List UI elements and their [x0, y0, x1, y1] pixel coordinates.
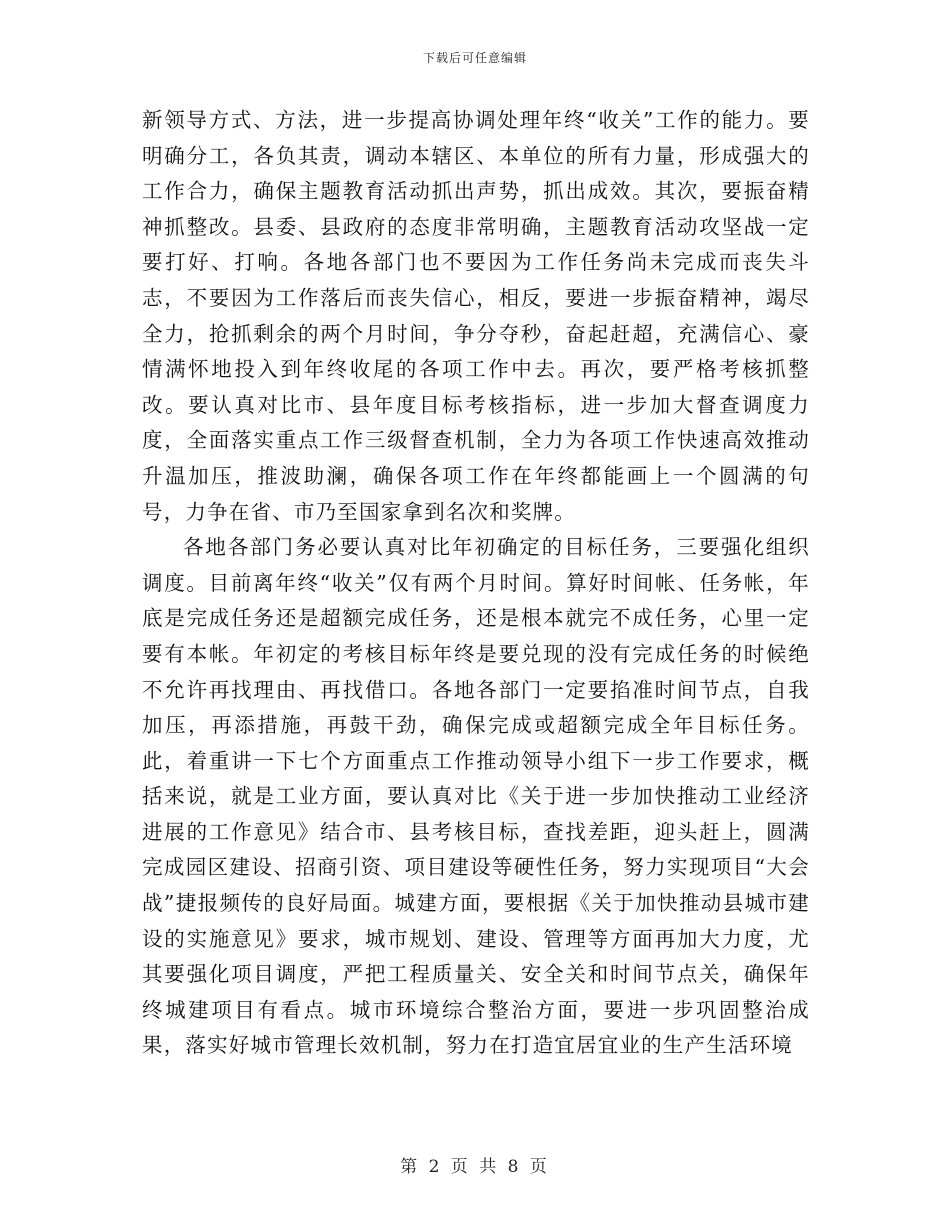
footer-suffix: 页 — [529, 1157, 550, 1177]
footer-middle: 页 共 — [450, 1157, 500, 1177]
page-header: 下载后可任意编辑 — [422, 51, 527, 65]
paragraph: 各地各部门务必要认真对比年初确定的目标任务，三要强化组织调度。目前离年终“收关”仅有两个月时间。算好时间帐、任务帐，年底是完成任务还是超额完成任务，还是根本就完不成任务，心里一定要有本帐。年初定的考核目标年终是要兑现的没有完成任务的时候绝不允许再找理由、再找借口。各地各部门一定要掐准时间节点，自我加压，再添措施，再鼓干劲，确保完成或超额完成全年目标任务。此，着重讲一下七个方面重点工作推动领导小组下一步工作要求，概括来说，就是工业方面，要认真对比《关于进一步加快推动工业经济进展的工作意见》结合市、县考核目标，查找差距，迎头赶上，圆满完成园区建设、招商引资、项目建设等硬性任务，努力实现项目“大会战”捷报频传的良好局面。城建方面，要根据《关于加快推动县城市建设的实施意见》要求，城市规划、建设、管理等方面再加大力度，尤其要强化项目调度，严把工程质量关、安全关和时间节点关，确保年终城建项目有看点。城市环境综合整治方面，要进一步巩固整治成果，落实好城市管理长效机制，努力在打造宜居宜业的生产生活环境 — [142, 535, 810, 1058]
footer-prefix: 第 — [400, 1157, 421, 1177]
document-body — [142, 103, 810, 1064]
paragraph-continuation: 新领导方式、方法，进一步提高协调处理年终“收关”工作的能力。要明确分工，各负其责，调动本辖区、本单位的所有力量，形成强大的工作合力，确保主题教育活动抓出声势，抓出成效。其次，要振奋精神抓整改。县委、县政府的态度非常明确，主题教育活动攻坚战一定要打好、打响。各地各部门也不要因为工作任务尚未完成而丧失斗志，不要因为工作落后而丧失信心，相反，要进一步振奋精神，竭尽全力，抢抓剩余的两个月时间，争分夺秒，奋起赶超，充满信心、豪情满怀地投入到年终收尾的各项工作中去。再次，要严格考核抓整改。要认真对比市、县年度目标考核指标，进一步加大督查调度力度，全面落实重点工作三级督查机制，全力为各项工作快速高效推动升温加压，推波助澜，确保各项工作在年终都能画上一个圆满的句号，力争在省、市乃至国家拿到名次和奖牌。 — [142, 108, 810, 524]
page-footer — [0, 1156, 950, 1178]
current-page-number: 2 — [428, 1157, 443, 1177]
total-page-count: 8 — [507, 1157, 522, 1177]
